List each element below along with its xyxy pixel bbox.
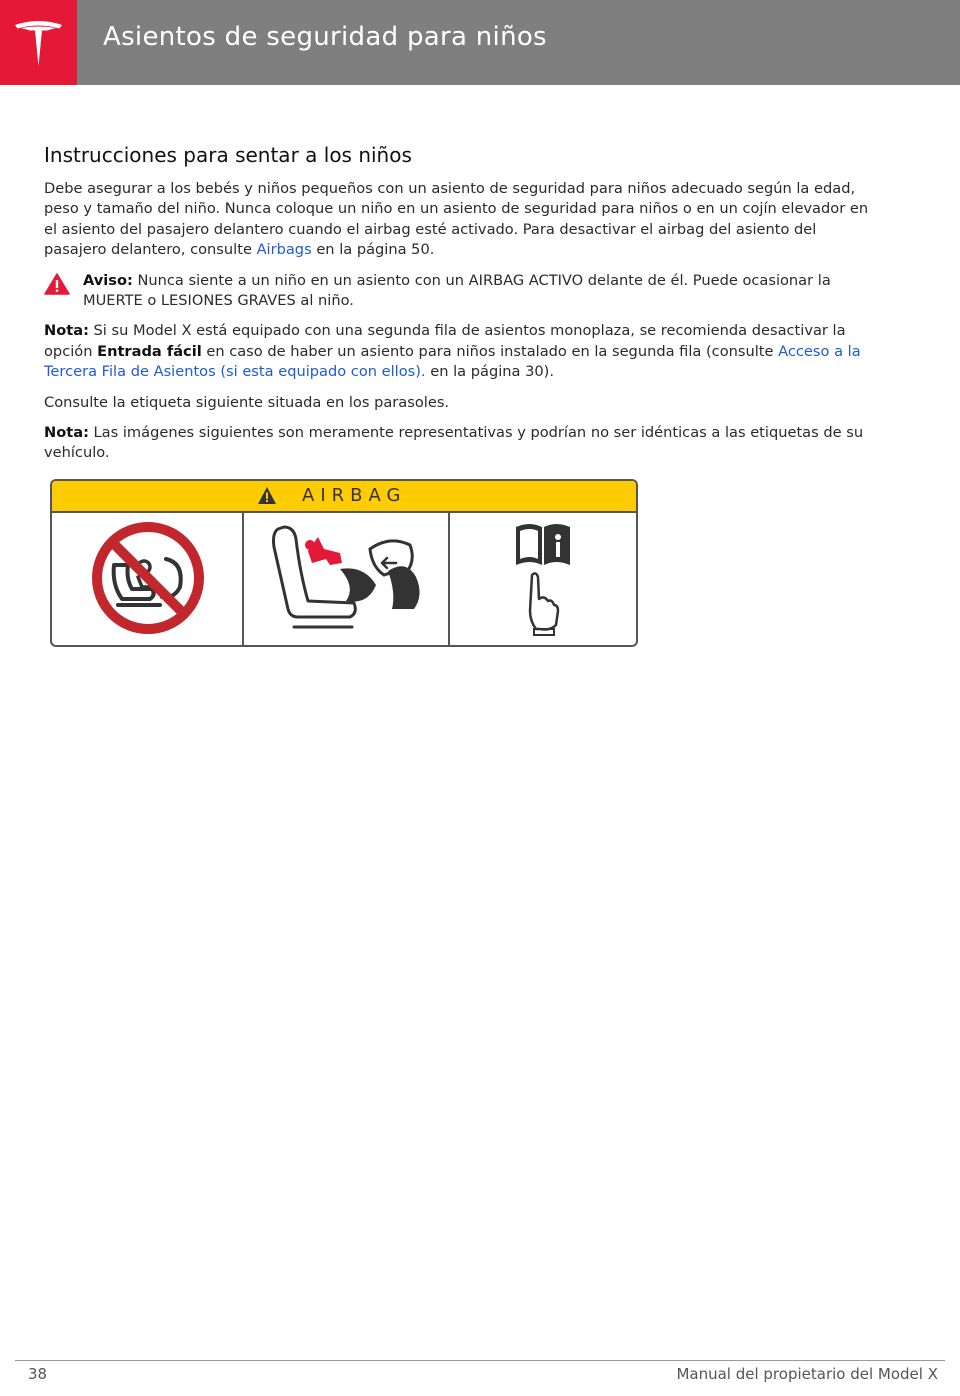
page-number: 38 bbox=[28, 1365, 48, 1383]
label-cell-manual bbox=[450, 513, 636, 645]
third-row-access-link[interactable]: Acceso a la Tercera Fila de Asientos (si esta equipado con ellos). bbox=[44, 342, 861, 381]
airbag-label-figure bbox=[50, 479, 638, 647]
warning-paragraph bbox=[83, 271, 874, 312]
warning-triangle-icon bbox=[257, 486, 277, 505]
brand-logo-box bbox=[0, 0, 77, 85]
airbag-label-frame bbox=[50, 479, 638, 647]
main-content bbox=[44, 143, 874, 464]
parasol-paragraph: Consulte la etiqueta siguiente situada en los parasoles. bbox=[44, 393, 450, 411]
note-label: Nota: bbox=[44, 322, 89, 340]
intro-suffix: en la página 50. bbox=[311, 241, 435, 259]
section-heading: Instrucciones para sentar a los niños bbox=[44, 143, 412, 167]
warning-triangle-icon bbox=[44, 273, 70, 295]
no-child-seat-icon bbox=[52, 513, 242, 645]
note-entrada-facil bbox=[44, 321, 874, 382]
note-images bbox=[44, 423, 874, 464]
airbags-link[interactable]: Airbags bbox=[256, 241, 312, 259]
warning-text: Nunca siente a un niño en un asiento con un AIRBAG ACTIVO delante de él. Puede ocasionar la MUERTE o LESIONES GRAVES al niño. bbox=[83, 271, 831, 310]
intro-text: Debe asegurar a los bebés y niños pequeños con un asiento de seguridad para niños adecuado según la edad, peso y tamaño del niño. Nunca coloque un niño en un asiento de seguridad para niños o en un cojín elevador en el asiento del pasajero delantero cuando el airbag esté activado. Para desactivar el airbag del asiento del pasajero delantero, consulte bbox=[44, 180, 869, 259]
airbag-deploy-seat-icon bbox=[244, 513, 448, 645]
note-text-b: en caso de haber un asiento para niños instalado en la segunda fila (consulte bbox=[201, 342, 779, 360]
page-title: Asientos de seguridad para niños bbox=[103, 22, 547, 52]
warning-label: Aviso: bbox=[83, 271, 133, 289]
note2-label: Nota: bbox=[44, 424, 89, 442]
footer-rule bbox=[15, 1360, 945, 1361]
label-cell-prohibition bbox=[52, 513, 244, 645]
note-bold-option: Entrada fácil bbox=[97, 342, 202, 360]
note-text-a: Si su Model X está equipado con una segunda fila de asientos monoplaza, se recomienda desactivar la opción bbox=[44, 322, 846, 360]
note-suffix: en la página 30). bbox=[425, 363, 555, 381]
intro-paragraph bbox=[44, 179, 874, 261]
manual-info-icon bbox=[450, 513, 636, 645]
note2-text: Las imágenes siguientes son meramente representativas y podrían no ser idénticas a las etiquetas de su vehículo. bbox=[44, 424, 864, 462]
airbag-label-title: AIRBAG bbox=[302, 485, 407, 506]
manual-title: Manual del propietario del Model X bbox=[676, 1365, 938, 1383]
airbag-label-band bbox=[52, 481, 636, 513]
tesla-logo-icon bbox=[11, 16, 66, 71]
page-header bbox=[0, 0, 960, 85]
warning-block bbox=[44, 271, 874, 312]
label-cell-airbag-deploy bbox=[244, 513, 450, 645]
